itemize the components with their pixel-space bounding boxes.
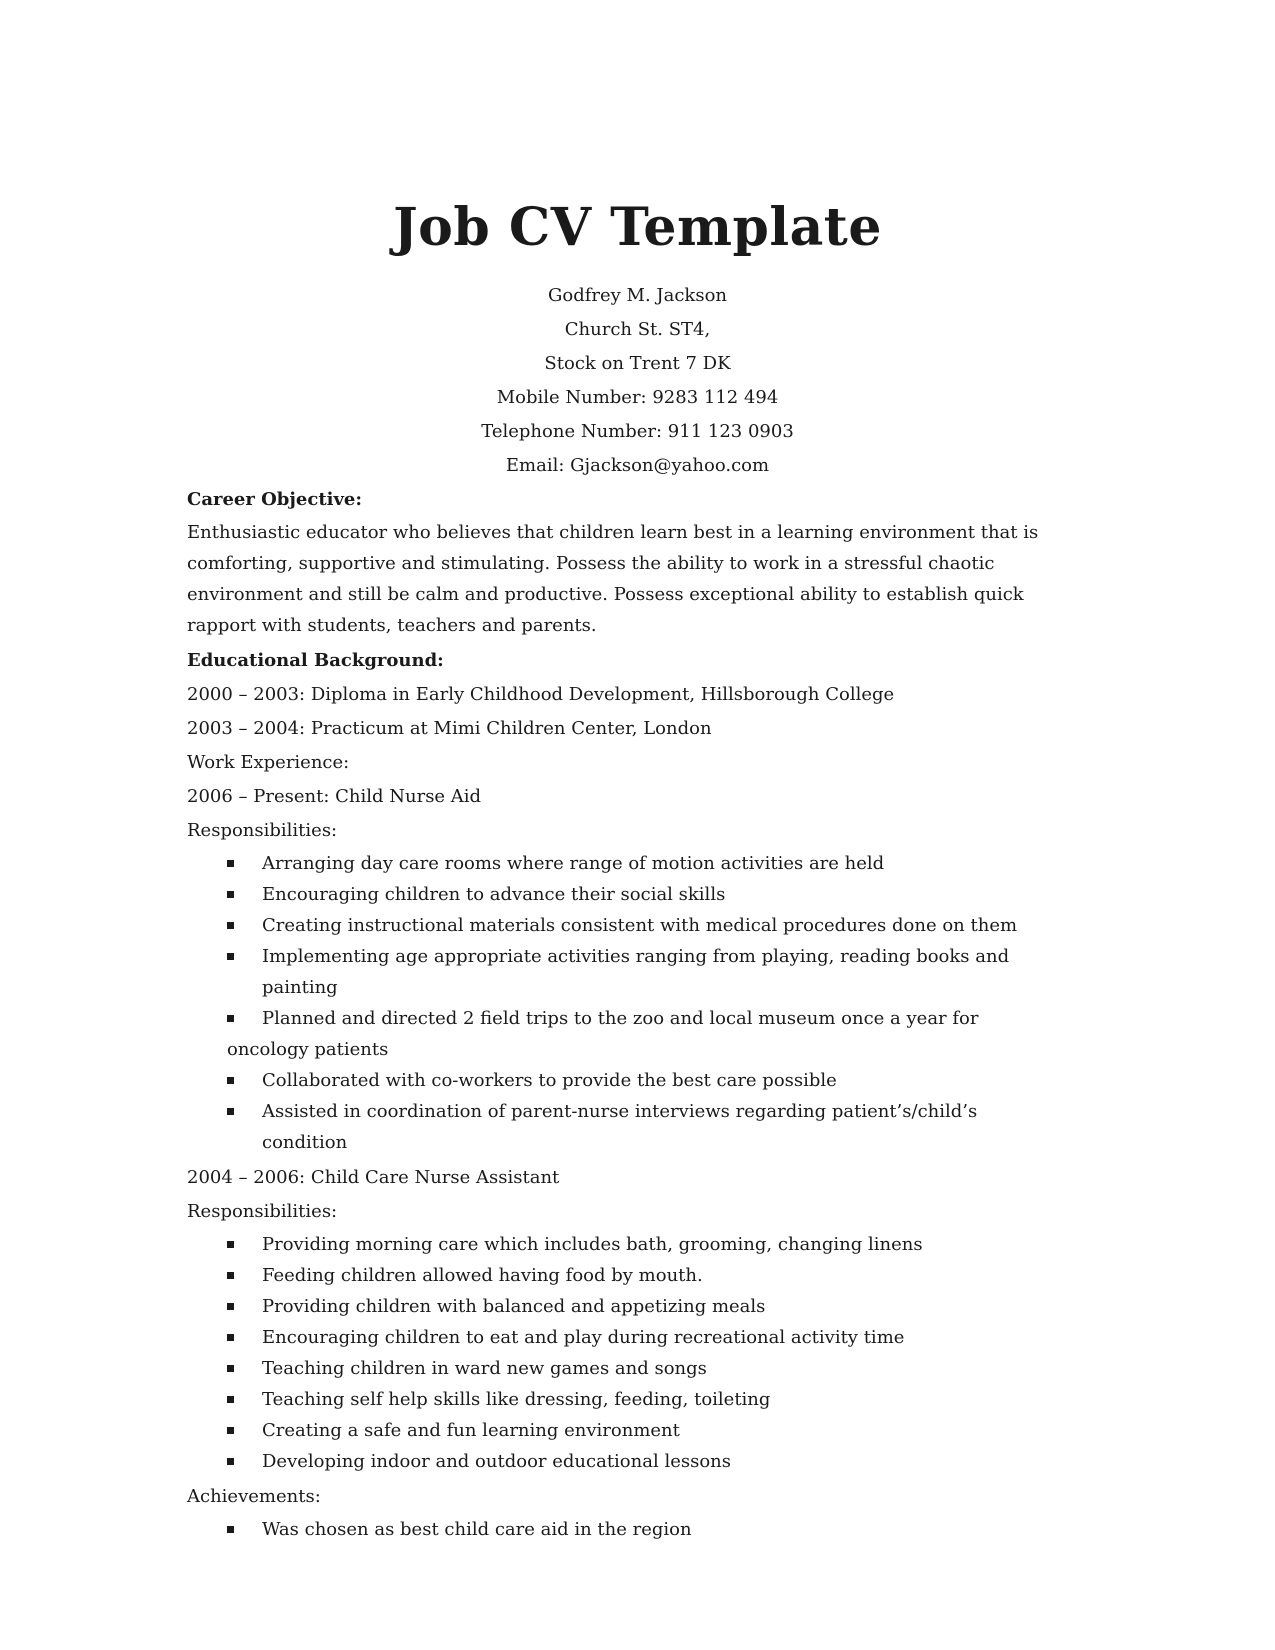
contact-address-line1: Church St. ST4,	[564, 319, 711, 340]
bullet-icon	[227, 891, 234, 898]
career-objective-heading: Career Objective:	[187, 489, 363, 510]
bullet-icon	[227, 1015, 234, 1022]
contact-block	[0, 279, 1275, 483]
education-item: 2000 – 2003: Diploma in Early Childhood Development, Hillsborough College	[187, 684, 895, 705]
list-item: Teaching self help skills like dressing, feeding, toileting	[187, 1384, 1057, 1415]
bullet-icon	[227, 1077, 234, 1084]
list-item: Collaborated with co-workers to provide the best care possible	[187, 1065, 1057, 1096]
list-item: Creating a safe and fun learning environment	[187, 1415, 1057, 1446]
list-item: Providing morning care which includes bath, grooming, changing linens	[187, 1229, 1057, 1260]
responsibilities-list	[187, 848, 1057, 1161]
list-item: Providing children with balanced and appetizing meals	[187, 1291, 1057, 1322]
job-title: 2004 – 2006: Child Care Nurse Assistant	[187, 1167, 560, 1188]
contact-name: Godfrey M. Jackson	[547, 285, 728, 306]
list-item: Planned and directed 2 field trips to the zoo and local museum once a year for oncology patients	[227, 1008, 979, 1060]
list-item: Creating instructional materials consistent with medical procedures done on them	[187, 910, 1057, 941]
list-item: Implementing age appropriate activities ranging from playing, reading books and painting	[187, 941, 1057, 1003]
work-experience-heading: Work Experience:	[187, 752, 350, 773]
bullet-icon	[227, 1241, 234, 1248]
responsibilities-label: Responsibilities:	[187, 820, 338, 841]
career-objective-text: Enthusiastic educator who believes that children learn best in a learning environment that is comforting, supportive and stimulating. Possess the ability to work in a stressful chaotic environment and still be calm and productive. Possess exceptional ability to establish quick rapport with students, teachers and parents.	[187, 522, 1039, 636]
document-title: Job CV Template	[393, 197, 882, 258]
bullet-icon	[227, 1427, 234, 1434]
job-title: 2006 – Present: Child Nurse Aid	[187, 786, 482, 807]
list-item: Was chosen as best child care aid in the region	[187, 1514, 1057, 1545]
list-item: Assisted in coordination of parent-nurse interviews regarding patient’s/child’s condition	[187, 1096, 1057, 1158]
bullet-icon	[227, 953, 234, 960]
bullet-icon	[227, 1108, 234, 1115]
bullet-icon	[227, 1334, 234, 1341]
achievements-heading: Achievements:	[187, 1486, 321, 1507]
bullet-icon	[227, 1365, 234, 1372]
bullet-icon	[227, 1396, 234, 1403]
list-item: Encouraging children to eat and play during recreational activity time	[187, 1322, 1057, 1353]
contact-email: Email: Gjackson@yahoo.com	[505, 455, 770, 476]
bullet-icon	[227, 1526, 234, 1533]
contact-address-line2: Stock on Trent 7 DK	[544, 353, 731, 374]
list-item: Feeding children allowed having food by mouth.	[187, 1260, 1057, 1291]
list-item: Arranging day care rooms where range of motion activities are held	[187, 848, 1057, 879]
cv-body	[187, 483, 1057, 1548]
list-item: Encouraging children to advance their social skills	[187, 879, 1057, 910]
contact-mobile: Mobile Number: 9283 112 494	[496, 387, 779, 408]
list-item: Developing indoor and outdoor educational lessons	[187, 1446, 1057, 1477]
bullet-icon	[227, 922, 234, 929]
bullet-icon	[227, 1303, 234, 1310]
responsibilities-label: Responsibilities:	[187, 1201, 338, 1222]
contact-telephone: Telephone Number: 911 123 0903	[481, 421, 794, 442]
bullet-icon	[227, 860, 234, 867]
education-item: 2003 – 2004: Practicum at Mimi Children Center, London	[187, 718, 712, 739]
list-item: Teaching children in ward new games and songs	[187, 1353, 1057, 1384]
education-heading: Educational Background:	[187, 650, 444, 671]
bullet-icon	[227, 1272, 234, 1279]
bullet-icon	[227, 1458, 234, 1465]
responsibilities-list	[187, 1229, 1057, 1480]
achievements-list	[187, 1514, 1057, 1548]
